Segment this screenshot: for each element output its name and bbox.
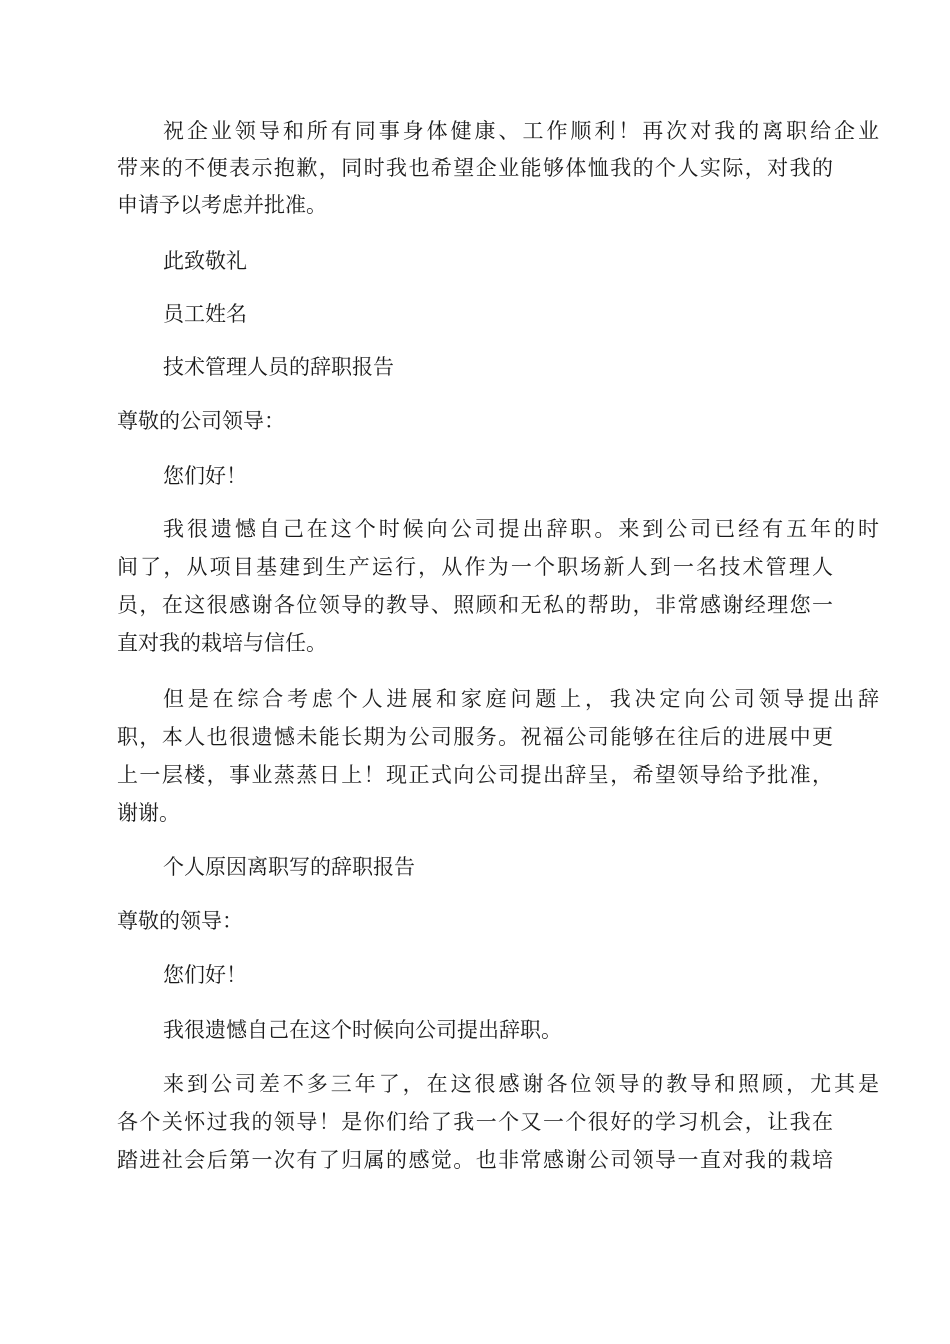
paragraph-line: 谢谢。: [117, 801, 180, 825]
paragraph-line: 来到公司差不多三年了，在这很感谢各位领导的教导和照顾，尤其是: [163, 1072, 879, 1096]
paragraph-line: 员，在这很感谢各位领导的教导、照顾和无私的帮助，非常感谢经理您一: [117, 593, 833, 617]
salutation: 尊敬的公司领导：: [117, 409, 285, 433]
paragraph-line: 申请予以考虑并批准。: [117, 193, 327, 217]
greeting: 您们好！: [163, 464, 247, 488]
paragraph-line: 我很遗憾自己在这个时候向公司提出辞职。来到公司已经有五年的时: [163, 517, 879, 541]
salutation: 尊敬的领导：: [117, 909, 243, 933]
paragraph-line: 各个关怀过我的领导！是你们给了我一个又一个很好的学习机会，让我在: [117, 1110, 833, 1134]
paragraph-line: 带来的不便表示抱歉，同时我也希望企业能够体恤我的个人实际，对我的: [117, 156, 833, 180]
paragraph-line: 我很遗憾自己在这个时候向公司提出辞职。: [163, 1018, 562, 1042]
paragraph-line: 但是在综合考虑个人进展和家庭问题上，我决定向公司领导提出辞: [163, 687, 879, 711]
closing-salutation: 此致敬礼: [163, 249, 247, 273]
paragraph-line: 上一层楼，事业蒸蒸日上！现正式向公司提出辞呈，希望领导给予批准，: [117, 763, 833, 787]
paragraph-line: 踏进社会后第一次有了归属的感觉。也非常感谢公司领导一直对我的栽培: [117, 1148, 833, 1172]
section-title: 个人原因离职写的辞职报告: [163, 855, 415, 879]
paragraph-line: 祝企业领导和所有同事身体健康、工作顺利！再次对我的离职给企业: [163, 119, 879, 143]
paragraph-line: 间了，从项目基建到生产运行，从作为一个职场新人到一名技术管理人: [117, 555, 833, 579]
paragraph-line: 直对我的栽培与信任。: [117, 631, 327, 655]
signature-line: 员工姓名: [163, 302, 247, 326]
greeting: 您们好！: [163, 963, 247, 987]
paragraph-line: 职，本人也很遗憾未能长期为公司服务。祝福公司能够在往后的进展中更: [117, 725, 833, 749]
section-title: 技术管理人员的辞职报告: [163, 355, 394, 379]
